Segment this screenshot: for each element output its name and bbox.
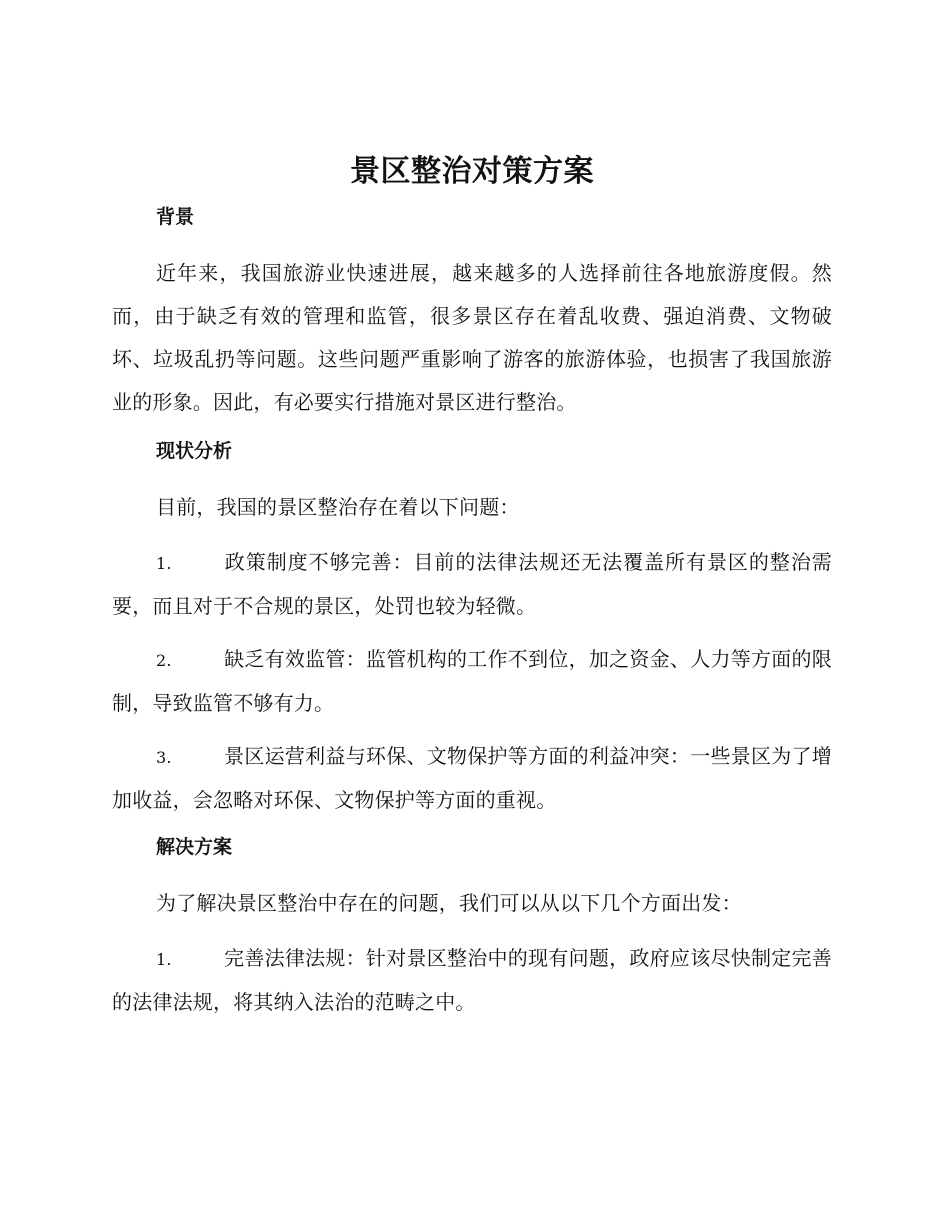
- section-heading-solution: 解决方案: [156, 836, 233, 858]
- list-number: 1.: [156, 554, 172, 573]
- analysis-intro: 目前，我国的景区整治存在着以下问题：: [156, 495, 520, 519]
- background-paragraph: 近年来，我国旅游业快速进展，越来越多的人选择前往各地旅游度假。然而，由于缺乏有效的管理和监管，很多景区存在着乱收费、强迫消费、文物破坏、垃圾乱扔等问题。这些问题严重影响了游客的旅游体验，也损害了我国旅游业的形象。因此，有必要实行措施对景区进行整治。: [112, 261, 832, 414]
- list-item-text: 缺乏有效监管：监管机构的工作不到位，加之资金、人力等方面的限制，导致监管不够有力。: [112, 647, 832, 715]
- list-number: 3.: [156, 748, 172, 767]
- analysis-list-item: [112, 735, 832, 822]
- document-title: 景区整治对策方案: [350, 154, 594, 189]
- list-number: 2.: [156, 651, 172, 670]
- list-item-text: 景区运营利益与环保、文物保护等方面的利益冲突：一些景区为了增加收益，会忽略对环保、文物保护等方面的重视。: [112, 744, 832, 812]
- section-heading-analysis: 现状分析: [156, 440, 233, 462]
- analysis-list-item: [112, 541, 832, 628]
- section-heading-background: 背景: [156, 206, 195, 228]
- solution-list-item: [112, 937, 832, 1024]
- document-content: [112, 150, 832, 1034]
- analysis-list-item: [112, 638, 832, 725]
- list-item-text: 政策制度不够完善：目前的法律法规还无法覆盖所有景区的整治需要，而且对于不合规的景区，处罚也较为轻微。: [112, 550, 832, 618]
- solution-intro: 为了解决景区整治中存在的问题，我们可以从以下几个方面出发：: [156, 891, 742, 915]
- list-number: 1.: [156, 950, 172, 969]
- list-item-text: 完善法律法规：针对景区整治中的现有问题，政府应该尽快制定完善的法律法规，将其纳入法治的范畴之中。: [112, 946, 832, 1014]
